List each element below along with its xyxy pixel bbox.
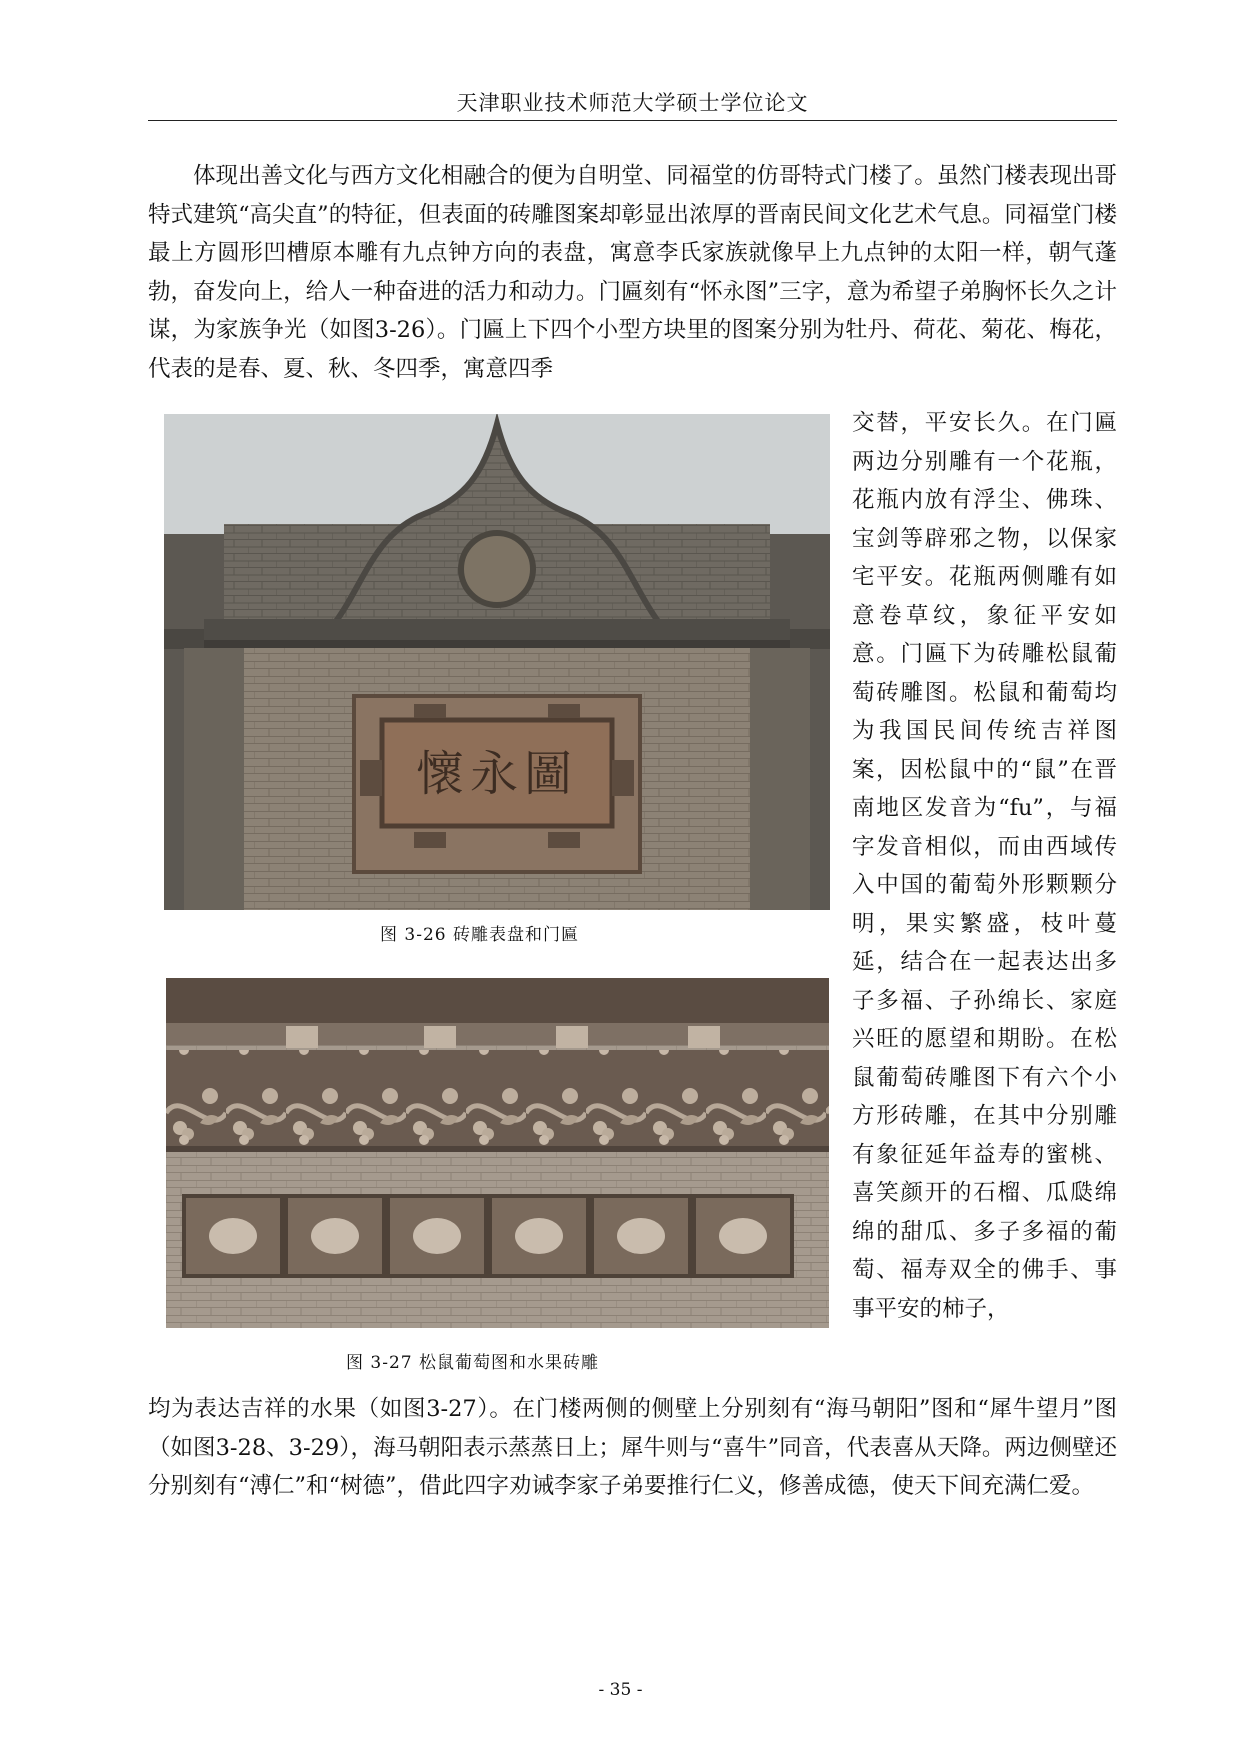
paragraph-1: 体现出善文化与西方文化相融合的便为自明堂、同福堂的仿哥特式门楼了。虽然门楼表现出哥特式建筑“高尖直”的特征，但表面的砖雕图案却彰显出浓厚的晋南民间文化艺术气息。同福堂门楼最上方圆形凹槽原本雕有九点钟方向的表盘，寓意李氏家族就像早上九点钟的太阳一样，朝气蓬勃，奋发向上，给人一种奋进的活力和动力。门匾刻有“怀永图”三字，意为希望子弟胸怀长久之计谋，为家族争光（如图3-26）。门匾上下四个小型方块里的图案分别为牡丹、荷花、菊花、梅花，代表的是春、夏、秋、冬四季，寓意四季 bbox=[148, 163, 1117, 382]
figure-3-27-caption: 图 3-27 松鼠葡萄图和水果砖雕 bbox=[346, 1353, 599, 1373]
page-number: - 35 - bbox=[598, 1680, 643, 1700]
running-header: 天津职业技术师范大学硕士学位论文 bbox=[148, 86, 1117, 121]
figure-3-26-caption: 图 3-26 砖雕表盘和门匾 bbox=[380, 925, 579, 945]
side-paragraph: 交替，平安长久。在门匾两边分别雕有一个花瓶，花瓶内放有浮尘、佛珠、宝剑等辟邪之物，以保家宅平安。花瓶两侧雕有如意卷草纹，象征平安如意。门匾下为砖雕松鼠葡萄砖雕图。松鼠和葡萄均为我国民间传统吉祥图案，因松鼠中的“鼠”在晋南地区发音为“fu”，与福字发音相似，而由西域传入中国的葡萄外形颗颗分明，果实繁盛，枝叶蔓延，结合在一起表达出多子多福、子孙绵长、家庭兴旺的愿望和期盼。在松鼠葡萄砖雕图下有六个小方形砖雕，在其中分别雕有象征延年益寿的蜜桃、喜笑颜开的石榴、瓜瓞绵绵的甜瓜、多子多福的葡萄、福寿双全的佛手、事事平安的柿子， bbox=[852, 410, 1117, 1322]
plaque-inscription: 懷永圖 bbox=[415, 746, 579, 802]
paragraph-2: 均为表达吉祥的水果（如图3-27）。在门楼两侧的侧壁上分别刻有“海马朝阳”图和“犀牛望月”图（如图3-28、3-29），海马朝阳表示蒸蒸日上；犀牛则与“喜牛”同音，代表喜从天降。两边侧壁还分别刻有“溥仁”和“树德”，借此四字劝诫李家子弟要推行仁义，修善成德，使天下间充满仁爱。 bbox=[148, 1396, 1117, 1499]
figure-3-26-photo bbox=[164, 414, 830, 910]
figure-3-27-photo bbox=[166, 978, 829, 1328]
